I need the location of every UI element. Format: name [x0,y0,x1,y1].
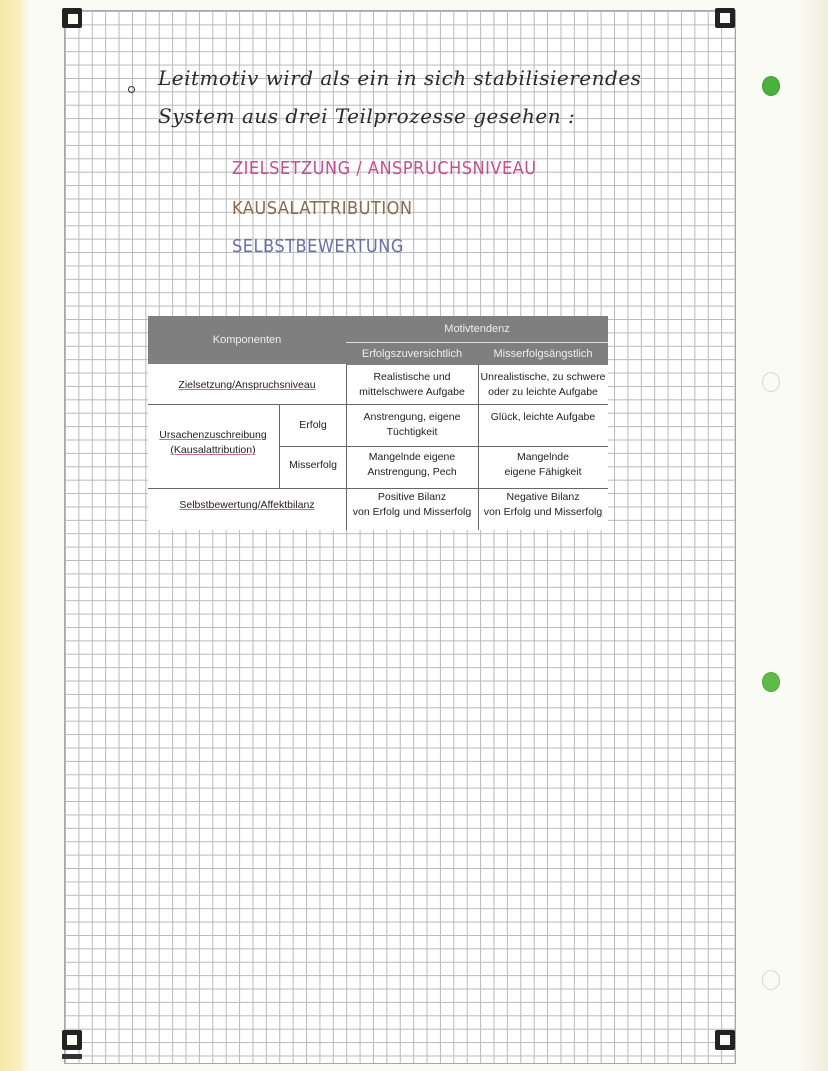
motive-table [148,316,608,530]
row-divider-1 [148,404,608,405]
corner-marker-top-right [715,8,735,28]
row-attribution-label-1: Ursachenzuschreibung [159,429,267,441]
row-goal-success-2: mittelschwere Aufgabe [359,386,465,398]
note-line-2: System aus drei Teilprozesse gesehen : [158,104,576,128]
row-divider-2 [148,488,608,489]
column-divider-components [346,364,347,530]
attr-failure-success-1: Mangelnde eigene [368,451,456,463]
row-evaluation-label: Selbstbewertung/Affektbilanz [179,499,315,511]
marker-bar [62,1054,82,1059]
attr-success-failure: Glück, leichte Aufgabe [490,411,596,423]
column-divider-motives [478,364,479,530]
header-success-oriented: Erfolgszuversichtlich [346,342,479,365]
process-causal-attribution: KAUSALATTRIBUTION [232,198,413,219]
process-goal-setting: ZIELSETZUNG / ANSPRUCHSNIVEAU [232,158,537,179]
punch-hole-middle [762,672,780,692]
row-goal-success-1: Realistische und [373,371,451,383]
attr-success-success-2: Tüchtigkeit [386,426,438,438]
row-attribution-success-sub: Erfolg [299,419,327,431]
eval-success-2: von Erfolg und Misserfolg [352,506,472,518]
paper-yellow-edge [0,0,30,1071]
header-components: Komponenten [148,316,346,364]
attr-failure-success-2: Anstrengung, Pech [367,466,457,478]
eval-failure-2: von Erfolg und Misserfolg [483,506,603,518]
attr-failure-failure-1: Mangelnde [517,451,569,463]
attr-success-success-1: Anstrengung, eigene [363,411,461,423]
attr-failure-failure-2: eigene Fähigkeit [504,466,582,478]
corner-marker-bottom-right [715,1030,735,1050]
punch-hole-upper [762,372,780,392]
corner-marker-bottom-left [62,1030,82,1050]
row-attribution-label-2: (Kausalattribution) [170,444,256,456]
row-attribution-failure-sub: Misserfolg [289,459,337,471]
punch-hole-top [762,76,780,96]
punch-hole-bottom [762,970,780,990]
header-failure-anxious: Misserfolgsängstlich [478,342,608,365]
eval-failure-1: Negative Bilanz [506,491,580,503]
process-self-evaluation: SELBSTBEWERTUNG [232,236,404,257]
corner-marker-top-left [62,8,82,28]
paper-right-margin [792,0,828,1071]
header-motive-tendency: Motivtendenz [346,316,608,342]
sub-row-divider [279,446,608,447]
note-line-1: Leitmotiv wird als ein in sich stabilisierendes [158,66,642,90]
eval-success-1: Positive Bilanz [377,491,447,503]
row-goal-failure-1: Unrealistische, zu schwere [480,371,606,383]
row-goal-label: Zielsetzung/Anspruchsniveau [178,379,316,391]
row-goal-failure-2: oder zu leichte Aufgabe [488,386,598,398]
bullet-point [128,86,135,93]
